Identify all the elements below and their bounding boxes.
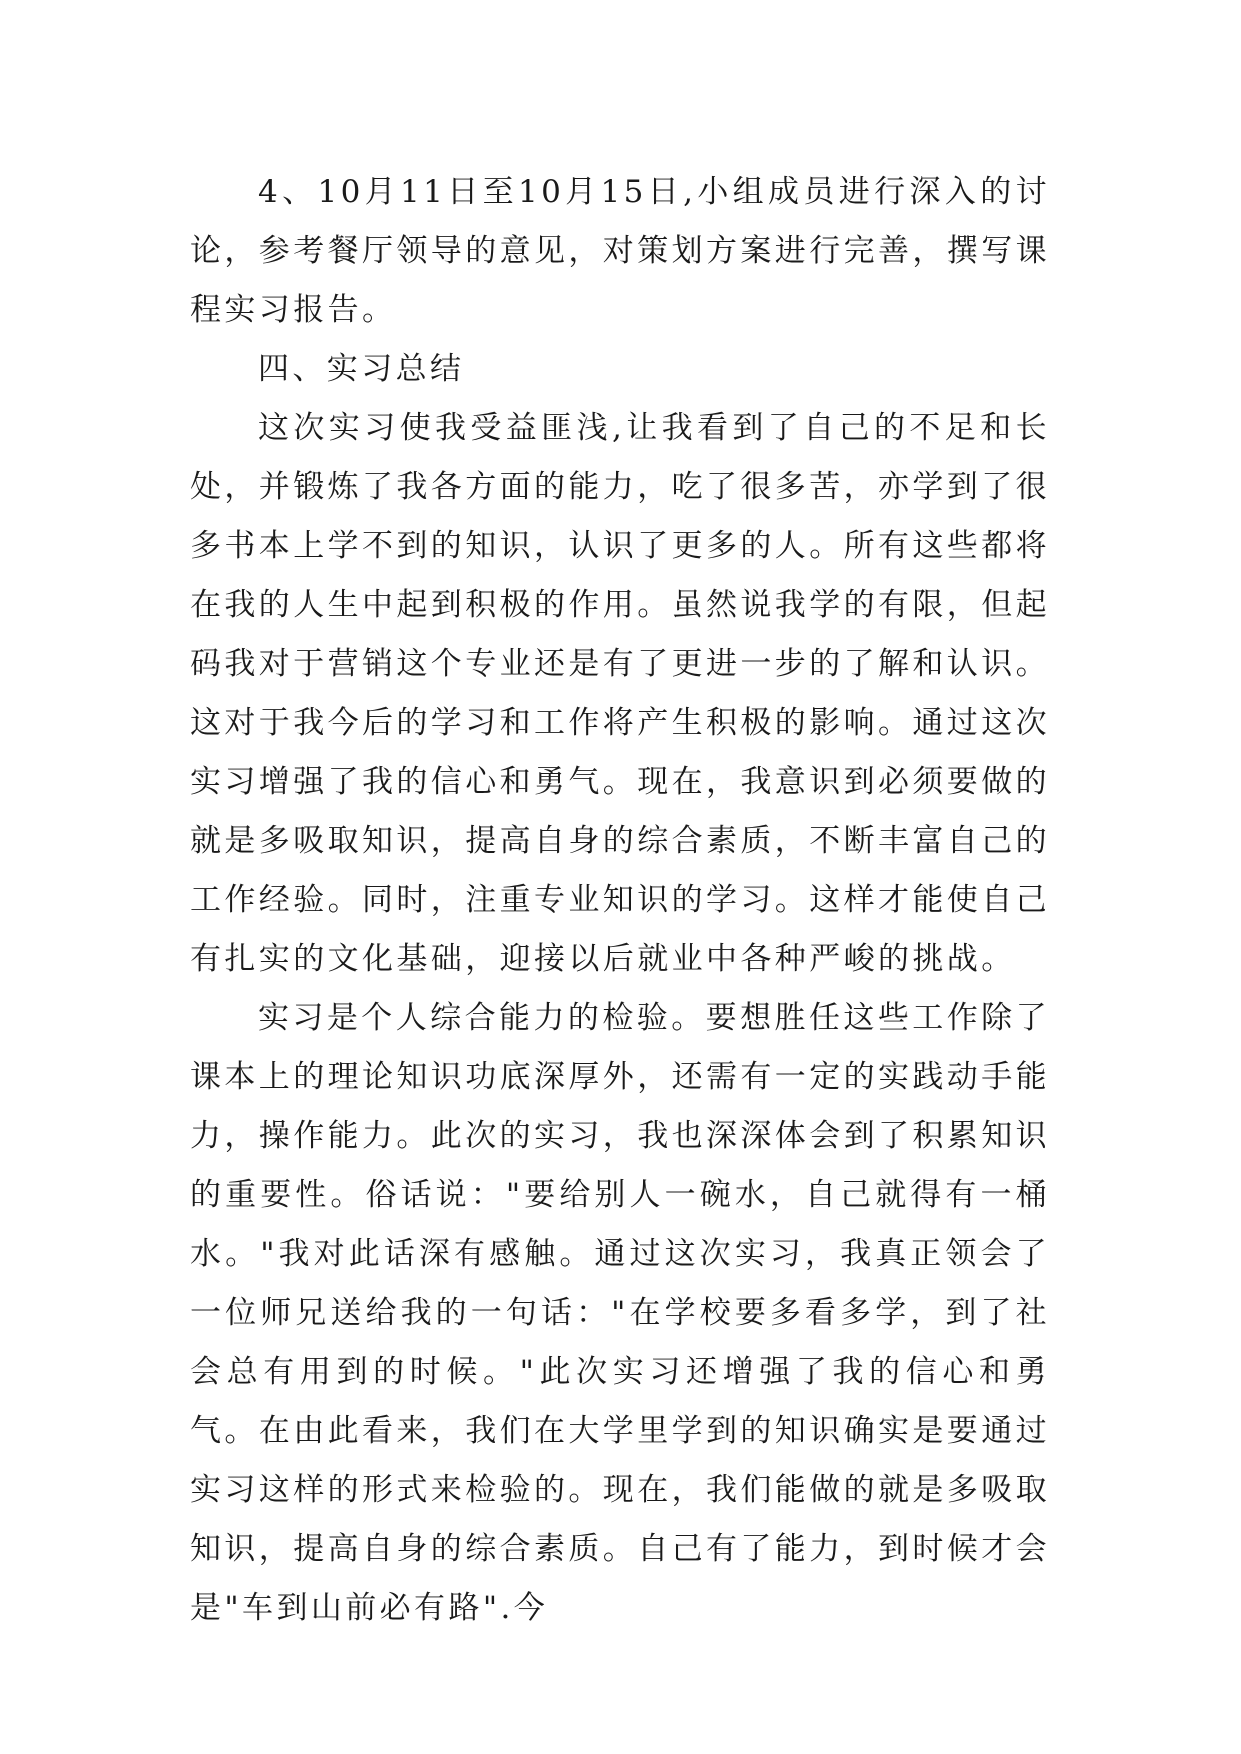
document-body: [190, 163, 1050, 1638]
section-heading-internship-summary: 四、实习总结: [258, 351, 465, 387]
paragraph-summary-ability-test: 实习是个人综合能力的检验。要想胜任这些工作除了课本上的理论知识功底深厚外，还需有一定的实践动手能力，操作能力。此次的实习，我也深深体会到了积累知识的重要性。俗话说："要给别人一碗水，自己就得有一桶水。"我对此话深有感触。通过这次实习，我真正领会了一位师兄送给我的一句话："在学校要多看多学，到了社会总有用到的时候。"此次实习还增强了我的信心和勇气。在由此看来，我们在大学里学到的知识确实是要通过实习这样的形式来检验的。现在，我们能做的就是多吸取知识，提高自身的综合素质。自己有了能力，到时候才会是"车到山前必有路".今: [190, 1000, 1050, 1626]
paragraph-summary-benefits: 这次实习使我受益匪浅,让我看到了自己的不足和长处，并锻炼了我各方面的能力，吃了很多苦，亦学到了很多书本上学不到的知识，认识了更多的人。所有这些都将在我的人生中起到积极的作用。虽然说我学的有限，但起码我对于营销这个专业还是有了更进一步的了解和认识。这对于我今后的学习和工作将产生积极的影响。通过这次实习增强了我的信心和勇气。现在，我意识到必须要做的就是多吸取知识，提高自身的综合素质，不断丰富自己的工作经验。同时，注重专业知识的学习。这样才能使自己有扎实的文化基础，迎接以后就业中各种严峻的挑战。: [190, 410, 1050, 977]
paragraph-schedule-item-4: 4、10月11日至10月15日,小组成员进行深入的讨论，参考餐厅领导的意见，对策划方案进行完善，撰写课程实习报告。: [190, 174, 1050, 328]
